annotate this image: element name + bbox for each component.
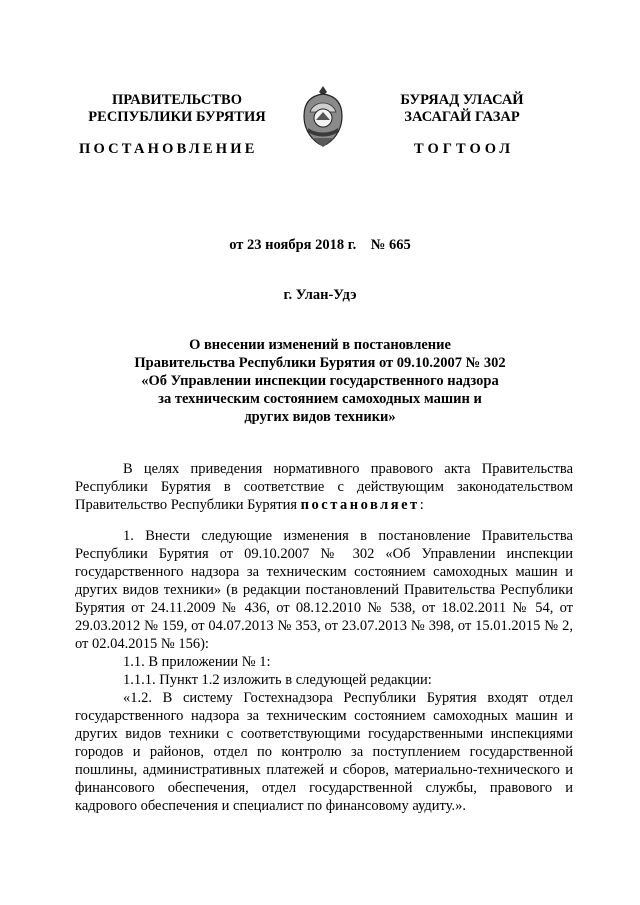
date-and-number: от 23 ноября 2018 г. № 665 [229, 237, 411, 253]
preamble-decree-word: постановляет [300, 497, 420, 513]
preamble-text: В целях приведения нормативного правового акта Правительства Республики Бурятия в соответствие с действующим законодательством Правительство Республики Бурятия [75, 461, 573, 513]
header-left [82, 92, 272, 126]
preamble-end: : [419, 497, 424, 513]
item-1-paragraph: 1. Внести следующие изменения в постановление Правительства Республики Бурятия от 09.10.2007 № 302 «Об Управлении инспекции государственного надзора за техническим состоянием самоходных машин и других видов техники» (в редакции постановлений Правительства Республики Бурятия от 24.11.2009 № 436, от 08.12.2010 № 538, от 18.02.2011 № 54, от 29.03.2012 № 159, от 04.07.2013 № 353, от 23.07.2013 № 398, от 15.01.2015 № 2, от 02.04.2015 № 156): [75, 528, 573, 652]
header-right-line-2: ЗАСАГАЙ ГАЗАР [404, 109, 520, 125]
header-right [367, 92, 557, 126]
item-1-1-paragraph: 1.1. В приложении № 1: [123, 654, 271, 670]
title-line-5: других видов техники» [244, 409, 396, 425]
title-line-1: О внесении изменений в постановление [189, 337, 451, 353]
title-line-4: за техническим состоянием самоходных машин и [158, 391, 482, 407]
preamble-paragraph [75, 460, 573, 514]
doctype-ru: ПОСТАНОВЛЕНИЕ [79, 141, 258, 157]
header-left-line-1: ПРАВИТЕЛЬСТВО [112, 92, 242, 108]
city: г. Улан-Удэ [283, 287, 357, 303]
title-line-3: «Об Управлении инспекции государственного надзора [141, 373, 499, 389]
item-1-1-1-paragraph: 1.1.1. Пункт 1.2 изложить в следующей редакции: [123, 672, 432, 688]
header-right-line-1: БУРЯАД УЛАСАЙ [400, 92, 524, 108]
item-1-2-quoted-paragraph: «1.2. В систему Гостехнадзора Республики Бурятия входят отдел государственного надзора за техническим состоянием самоходных машин и других видов техники с соответствующими государственными инспекциями городов и районов, отдел по контролю за поступлением государственной пошлины, административных платежей и сборов, материально-технического и финансового обеспечения, отдел государственной службы, правового и кадрового обеспечения и специалист по финансовому аудиту.». [75, 690, 573, 814]
document-body [75, 460, 573, 815]
header-left-line-2: РЕСПУБЛИКИ БУРЯТИЯ [88, 109, 266, 125]
title-line-2: Правительства Республики Бурятия от 09.10.2007 № 302 [134, 355, 506, 371]
document-title [0, 336, 640, 426]
coat-of-arms-icon [300, 84, 346, 150]
doctype-bua: ТОГТООЛ [414, 141, 515, 157]
